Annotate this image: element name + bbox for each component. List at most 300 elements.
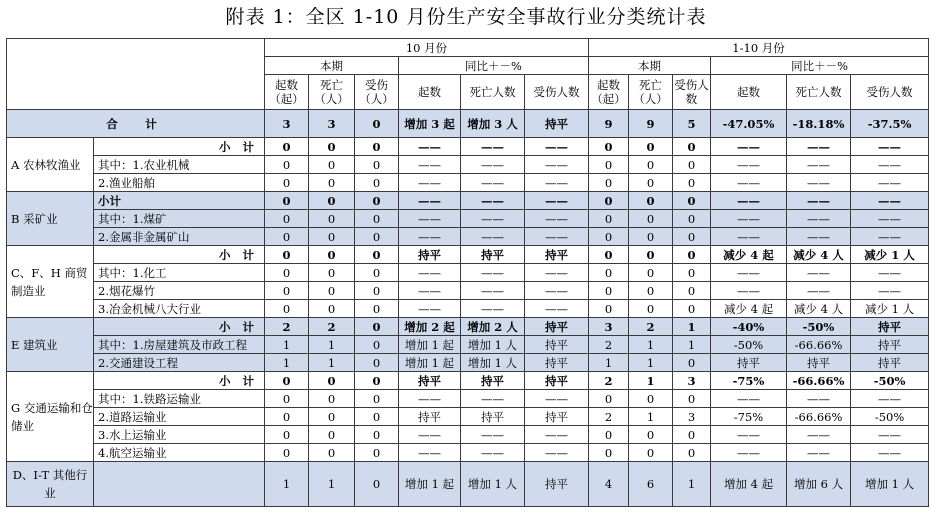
total-cell: 增加 3 起 xyxy=(399,110,461,138)
data-cell: —— xyxy=(525,444,589,462)
data-cell: 0 xyxy=(265,192,309,210)
row-label: 2.交通建设工程 xyxy=(94,354,265,372)
data-cell: —— xyxy=(851,192,929,210)
data-cell: 0 xyxy=(309,138,355,156)
data-cell: 0 xyxy=(673,282,711,300)
total-cell: 持平 xyxy=(525,110,589,138)
data-cell: 0 xyxy=(629,210,673,228)
data-cell: 1 xyxy=(629,354,673,372)
data-cell: —— xyxy=(399,426,461,444)
data-cell: —— xyxy=(787,264,851,282)
header-deaths-yoy: 死亡人数 xyxy=(461,75,525,110)
data-cell: —— xyxy=(711,210,787,228)
data-cell: -50% xyxy=(711,336,787,354)
header-ytd-injured-yoy: 受伤人数 xyxy=(851,75,929,110)
data-cell: 持平 xyxy=(461,372,525,390)
total-cell: 3 xyxy=(309,110,355,138)
data-cell: 0 xyxy=(309,282,355,300)
row-label: 小 计 xyxy=(94,138,265,156)
data-cell: 0 xyxy=(309,426,355,444)
row-label: 2.渔业船舶 xyxy=(94,174,265,192)
table-row xyxy=(7,444,929,462)
data-cell: —— xyxy=(851,264,929,282)
data-cell: 1 xyxy=(589,354,629,372)
data-cell: 持平 xyxy=(525,336,589,354)
data-cell: 2 xyxy=(589,408,629,426)
data-cell: 1 xyxy=(265,336,309,354)
data-cell: —— xyxy=(525,156,589,174)
data-cell: —— xyxy=(525,228,589,246)
subtotal-row xyxy=(7,318,929,336)
data-cell: 2 xyxy=(589,372,629,390)
data-cell: 0 xyxy=(265,156,309,174)
data-cell: -75% xyxy=(711,372,787,390)
data-cell: —— xyxy=(399,444,461,462)
data-cell: 持平 xyxy=(461,408,525,426)
total-cell: -47.05% xyxy=(711,110,787,138)
data-cell: 0 xyxy=(355,462,399,507)
data-cell: 1 xyxy=(309,462,355,507)
data-cell: 0 xyxy=(673,444,711,462)
data-cell: —— xyxy=(787,426,851,444)
data-cell: 0 xyxy=(673,264,711,282)
data-cell: 0 xyxy=(355,354,399,372)
data-cell: 增加 2 起 xyxy=(399,318,461,336)
total-cell: 5 xyxy=(673,110,711,138)
data-cell: 持平 xyxy=(525,354,589,372)
data-cell: 0 xyxy=(355,156,399,174)
data-cell: —— xyxy=(787,138,851,156)
data-cell: 0 xyxy=(673,300,711,318)
data-cell: —— xyxy=(399,210,461,228)
data-cell: 0 xyxy=(309,264,355,282)
subtotal-row xyxy=(7,192,929,210)
data-cell: 1 xyxy=(673,336,711,354)
data-cell: —— xyxy=(399,390,461,408)
row-label: 4.航空运输业 xyxy=(94,444,265,462)
data-cell: 0 xyxy=(629,174,673,192)
data-cell: 0 xyxy=(265,246,309,264)
data-cell: —— xyxy=(851,282,929,300)
data-cell: —— xyxy=(711,444,787,462)
data-cell: 0 xyxy=(589,174,629,192)
sector-label: G 交通运输和仓储业 xyxy=(7,372,94,462)
data-cell: 0 xyxy=(673,138,711,156)
header-ytd-yoy: 同比＋－% xyxy=(711,57,929,75)
data-cell: 持平 xyxy=(525,462,589,507)
data-cell: 减少 4 人 xyxy=(787,246,851,264)
data-cell: 持平 xyxy=(399,408,461,426)
data-cell: 6 xyxy=(629,462,673,507)
data-cell: 减少 4 起 xyxy=(711,300,787,318)
data-cell: —— xyxy=(851,390,929,408)
data-cell: —— xyxy=(711,156,787,174)
data-cell: 2 xyxy=(265,318,309,336)
data-cell: 1 xyxy=(629,372,673,390)
sector-label: E 建筑业 xyxy=(7,318,94,372)
row-label: 其中：1.农业机械 xyxy=(94,156,265,174)
data-cell: 持平 xyxy=(399,372,461,390)
data-cell: 0 xyxy=(673,426,711,444)
sector-label: D、I-T 其他行业 xyxy=(7,462,94,507)
data-cell: —— xyxy=(399,192,461,210)
total-cell: 9 xyxy=(629,110,673,138)
data-cell: —— xyxy=(787,282,851,300)
data-cell: —— xyxy=(787,444,851,462)
data-cell: —— xyxy=(461,156,525,174)
data-cell: 持平 xyxy=(851,318,929,336)
data-cell: 0 xyxy=(309,228,355,246)
row-label: 2.烟花爆竹 xyxy=(94,282,265,300)
data-cell: 1 xyxy=(673,318,711,336)
total-cell: 3 xyxy=(265,110,309,138)
data-cell: 0 xyxy=(309,156,355,174)
row-label: 3.冶金机械八大行业 xyxy=(94,300,265,318)
data-cell: 持平 xyxy=(525,408,589,426)
data-cell: —— xyxy=(461,138,525,156)
table-row xyxy=(7,210,929,228)
data-cell: —— xyxy=(461,444,525,462)
data-cell: -75% xyxy=(711,408,787,426)
header-oct-current: 本期 xyxy=(265,57,399,75)
data-cell: 0 xyxy=(673,228,711,246)
data-cell: 0 xyxy=(265,228,309,246)
data-cell: 0 xyxy=(673,354,711,372)
total-cell: 9 xyxy=(589,110,629,138)
data-cell: 0 xyxy=(309,246,355,264)
data-cell: 持平 xyxy=(399,246,461,264)
data-cell: 0 xyxy=(265,408,309,426)
data-cell: 0 xyxy=(309,174,355,192)
data-cell: 持平 xyxy=(711,354,787,372)
data-cell: 0 xyxy=(673,246,711,264)
data-cell: —— xyxy=(711,228,787,246)
data-cell: 0 xyxy=(629,426,673,444)
data-cell: 0 xyxy=(629,300,673,318)
data-cell: 2 xyxy=(309,318,355,336)
header-count: 起数（起） xyxy=(265,75,309,110)
data-cell: 0 xyxy=(309,210,355,228)
header-ytd-current: 本期 xyxy=(589,57,711,75)
data-cell: 0 xyxy=(589,246,629,264)
data-cell: —— xyxy=(399,156,461,174)
data-cell: 1 xyxy=(265,354,309,372)
data-cell: —— xyxy=(461,390,525,408)
data-cell: —— xyxy=(525,390,589,408)
table-row xyxy=(7,390,929,408)
table-row xyxy=(7,354,929,372)
data-cell: 1 xyxy=(265,462,309,507)
header-row-1 xyxy=(7,39,929,57)
data-cell: 0 xyxy=(309,300,355,318)
table-row xyxy=(7,408,929,426)
table-row xyxy=(7,228,929,246)
data-cell: 0 xyxy=(673,156,711,174)
data-cell: 增加 1 起 xyxy=(399,354,461,372)
data-cell: 1 xyxy=(309,354,355,372)
data-cell: 增加 6 人 xyxy=(787,462,851,507)
header-injured-yoy: 受伤人数 xyxy=(525,75,589,110)
page-title: 附表 1：全区 1-10 月份生产安全事故行业分类统计表 xyxy=(225,6,707,28)
data-cell: 持平 xyxy=(851,354,929,372)
data-cell: —— xyxy=(851,228,929,246)
data-cell: —— xyxy=(399,174,461,192)
data-cell: 1 xyxy=(309,336,355,354)
data-cell: 0 xyxy=(629,156,673,174)
data-cell: 增加 1 起 xyxy=(399,336,461,354)
row-label: 2.道路运输业 xyxy=(94,408,265,426)
row-label: 小 计 xyxy=(94,318,265,336)
data-cell: —— xyxy=(851,444,929,462)
total-cell: -18.18% xyxy=(787,110,851,138)
subtotal-row xyxy=(7,138,929,156)
data-cell: —— xyxy=(787,156,851,174)
data-cell: 增加 1 人 xyxy=(461,462,525,507)
row-label: 其中：1.铁路运输业 xyxy=(94,390,265,408)
data-cell: -66.66% xyxy=(787,408,851,426)
data-cell: 0 xyxy=(355,318,399,336)
data-cell: 0 xyxy=(589,228,629,246)
data-cell: 0 xyxy=(355,300,399,318)
data-cell: 0 xyxy=(589,426,629,444)
data-cell: 1 xyxy=(629,336,673,354)
data-cell: 0 xyxy=(355,138,399,156)
data-cell: 0 xyxy=(355,372,399,390)
data-cell: 持平 xyxy=(851,336,929,354)
data-cell: 0 xyxy=(265,210,309,228)
table-row xyxy=(7,336,929,354)
row-label: 其中：1.煤矿 xyxy=(94,210,265,228)
data-cell: 0 xyxy=(355,174,399,192)
header-ytd-injured: 受伤人数 xyxy=(673,75,711,110)
data-cell: —— xyxy=(525,426,589,444)
data-cell: —— xyxy=(851,174,929,192)
data-cell: —— xyxy=(461,210,525,228)
data-cell: 0 xyxy=(355,336,399,354)
row-label xyxy=(94,462,265,507)
total-cell: 增加 3 人 xyxy=(461,110,525,138)
total-cell: 0 xyxy=(355,110,399,138)
data-cell: 0 xyxy=(355,408,399,426)
data-cell: 减少 4 人 xyxy=(787,300,851,318)
data-cell: 减少 1 人 xyxy=(851,300,929,318)
data-cell: 持平 xyxy=(525,318,589,336)
table-row xyxy=(7,156,929,174)
data-cell: —— xyxy=(711,390,787,408)
data-cell: 持平 xyxy=(461,246,525,264)
table-row xyxy=(7,426,929,444)
header-count-yoy: 起数 xyxy=(399,75,461,110)
header-injured: 受伤（人） xyxy=(355,75,399,110)
data-cell: —— xyxy=(711,138,787,156)
header-ytd: 1-10 月份 xyxy=(589,39,929,57)
data-cell: 0 xyxy=(265,174,309,192)
data-cell: 0 xyxy=(629,192,673,210)
data-cell: —— xyxy=(399,282,461,300)
total-cell: -37.5% xyxy=(851,110,929,138)
data-cell: 0 xyxy=(355,426,399,444)
total-label: 合 计 xyxy=(7,110,265,138)
data-cell: 0 xyxy=(265,426,309,444)
data-cell: 持平 xyxy=(525,372,589,390)
data-cell: —— xyxy=(461,228,525,246)
data-cell: 0 xyxy=(589,192,629,210)
data-cell: 3 xyxy=(673,408,711,426)
subtotal-row xyxy=(7,462,929,507)
data-cell: —— xyxy=(461,192,525,210)
data-cell: 增加 1 人 xyxy=(461,336,525,354)
header-ytd-deaths: 死亡（人） xyxy=(629,75,673,110)
data-cell: 0 xyxy=(629,444,673,462)
data-cell: 4 xyxy=(589,462,629,507)
data-cell: 0 xyxy=(265,372,309,390)
data-cell: 0 xyxy=(355,264,399,282)
header-oct: 10 月份 xyxy=(265,39,589,57)
data-cell: —— xyxy=(461,300,525,318)
data-cell: —— xyxy=(851,426,929,444)
sector-label: B 采矿业 xyxy=(7,192,94,246)
data-cell: —— xyxy=(525,210,589,228)
data-cell: 0 xyxy=(309,408,355,426)
data-cell: 0 xyxy=(355,192,399,210)
total-row xyxy=(7,110,929,138)
data-cell: —— xyxy=(399,138,461,156)
data-cell: 3 xyxy=(589,318,629,336)
data-cell: —— xyxy=(711,192,787,210)
data-cell: 0 xyxy=(589,390,629,408)
data-cell: 0 xyxy=(309,372,355,390)
header-ytd-deaths-yoy: 死亡人数 xyxy=(787,75,851,110)
data-cell: —— xyxy=(461,426,525,444)
row-label: 3.水上运输业 xyxy=(94,426,265,444)
data-cell: —— xyxy=(525,192,589,210)
data-cell: 减少 4 起 xyxy=(711,246,787,264)
header-ytd-count-yoy: 起数 xyxy=(711,75,787,110)
table-row xyxy=(7,264,929,282)
subtotal-row xyxy=(7,372,929,390)
table-row xyxy=(7,174,929,192)
data-cell: 0 xyxy=(673,174,711,192)
data-cell: —— xyxy=(851,138,929,156)
row-label: 其中：1.房屋建筑及市政工程 xyxy=(94,336,265,354)
data-cell: -40% xyxy=(711,318,787,336)
data-cell: 0 xyxy=(673,390,711,408)
header-corner xyxy=(7,39,265,110)
statistics-table xyxy=(6,38,929,507)
data-cell: 增加 1 人 xyxy=(461,354,525,372)
header-deaths: 死亡（人） xyxy=(309,75,355,110)
data-cell: —— xyxy=(787,390,851,408)
data-cell: —— xyxy=(711,282,787,300)
data-cell: -50% xyxy=(787,318,851,336)
data-cell: —— xyxy=(461,282,525,300)
header-ytd-count: 起数（起） xyxy=(589,75,629,110)
data-cell: —— xyxy=(787,228,851,246)
data-cell: 0 xyxy=(589,300,629,318)
data-cell: 0 xyxy=(673,210,711,228)
data-cell: —— xyxy=(787,174,851,192)
row-label: 其中：1.化工 xyxy=(94,264,265,282)
data-cell: 0 xyxy=(309,192,355,210)
data-cell: 0 xyxy=(355,246,399,264)
data-cell: 增加 1 起 xyxy=(399,462,461,507)
data-cell: —— xyxy=(711,426,787,444)
data-cell: —— xyxy=(525,282,589,300)
data-cell: 减少 1 人 xyxy=(851,246,929,264)
data-cell: 2 xyxy=(629,318,673,336)
row-label: 小计 xyxy=(94,192,265,210)
data-cell: -50% xyxy=(851,372,929,390)
data-cell: 0 xyxy=(589,282,629,300)
data-cell: 增加 1 人 xyxy=(851,462,929,507)
data-cell: —— xyxy=(399,300,461,318)
data-cell: —— xyxy=(525,264,589,282)
data-cell: -66.66% xyxy=(787,372,851,390)
data-cell: 0 xyxy=(355,390,399,408)
data-cell: 0 xyxy=(629,282,673,300)
data-cell: 持平 xyxy=(525,246,589,264)
data-cell: 0 xyxy=(589,138,629,156)
data-cell: 0 xyxy=(589,210,629,228)
data-cell: 0 xyxy=(265,282,309,300)
row-label: 小 计 xyxy=(94,246,265,264)
data-cell: 0 xyxy=(629,228,673,246)
data-cell: 持平 xyxy=(787,354,851,372)
data-cell: —— xyxy=(461,174,525,192)
table-row xyxy=(7,300,929,318)
data-cell: 0 xyxy=(265,390,309,408)
data-cell: -66.66% xyxy=(787,336,851,354)
data-cell: —— xyxy=(399,264,461,282)
data-cell: 1 xyxy=(629,408,673,426)
data-cell: 0 xyxy=(589,264,629,282)
data-cell: 0 xyxy=(355,228,399,246)
data-cell: 0 xyxy=(589,444,629,462)
row-label: 2.金属非金属矿山 xyxy=(94,228,265,246)
data-cell: 0 xyxy=(629,138,673,156)
data-cell: —— xyxy=(525,300,589,318)
data-cell: 0 xyxy=(309,444,355,462)
data-cell: —— xyxy=(399,228,461,246)
row-label: 小 计 xyxy=(94,372,265,390)
data-cell: —— xyxy=(525,174,589,192)
data-cell: 0 xyxy=(629,264,673,282)
data-cell: 0 xyxy=(265,264,309,282)
data-cell: 0 xyxy=(355,282,399,300)
sector-label: C、F、H 商贸制造业 xyxy=(7,246,94,318)
data-cell: —— xyxy=(461,264,525,282)
data-cell: —— xyxy=(787,192,851,210)
data-cell: -50% xyxy=(851,408,929,426)
data-cell: —— xyxy=(525,138,589,156)
data-cell: —— xyxy=(851,156,929,174)
data-cell: 0 xyxy=(355,444,399,462)
data-cell: 0 xyxy=(589,156,629,174)
data-cell: 增加 4 起 xyxy=(711,462,787,507)
data-cell: 0 xyxy=(355,210,399,228)
data-cell: 增加 2 人 xyxy=(461,318,525,336)
header-oct-yoy: 同比＋－% xyxy=(399,57,589,75)
data-cell: 0 xyxy=(265,444,309,462)
data-cell: 1 xyxy=(673,462,711,507)
sector-label: A 农林牧渔业 xyxy=(7,138,94,192)
data-cell: —— xyxy=(711,174,787,192)
data-cell: 0 xyxy=(309,390,355,408)
data-cell: —— xyxy=(711,264,787,282)
data-cell: —— xyxy=(851,210,929,228)
data-cell: 0 xyxy=(629,390,673,408)
data-cell: 0 xyxy=(673,192,711,210)
